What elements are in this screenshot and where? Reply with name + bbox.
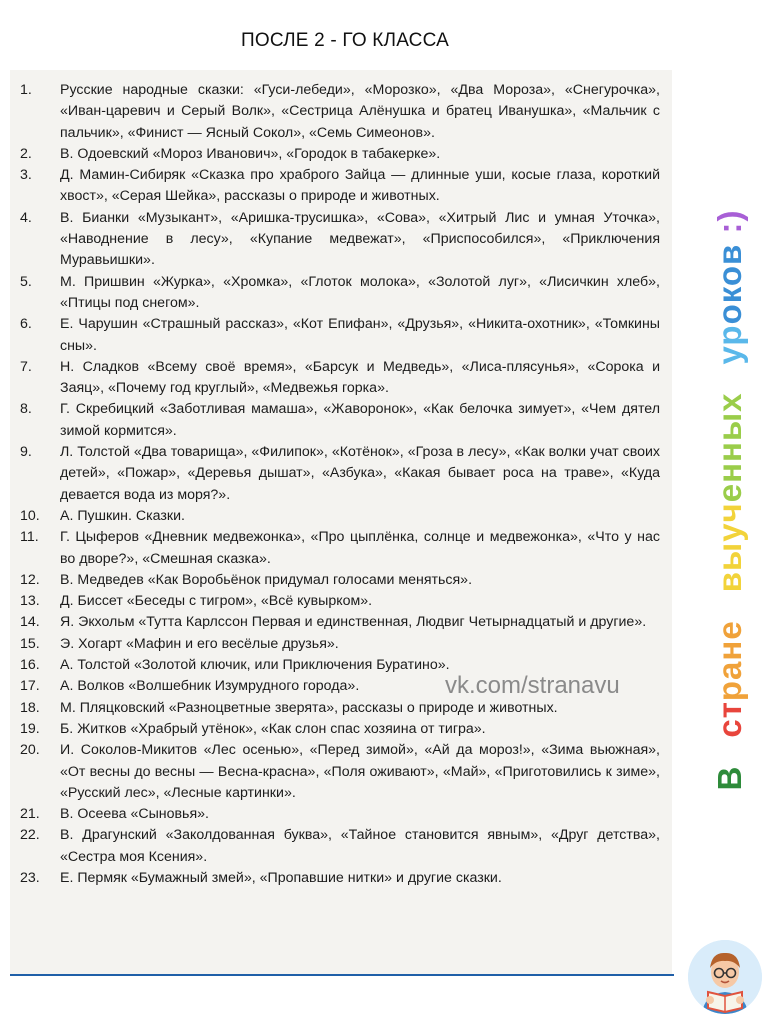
list-item [20,272,660,315]
list-item-text: В. Осеева «Сыновья». [60,806,209,823]
list-item [20,357,660,400]
list-item-number: 7. [20,358,32,375]
banner-letter: ч [711,502,748,523]
list-item-text: Г. Скребицкий «Заботливая мамаша», «Жаворонок», «Как белочка зимует», «Чем дятел зимой кормится». [60,401,660,439]
banner-letter: в [711,243,748,265]
list-item-number: 14. [20,614,40,631]
banner-letter: о [711,264,748,287]
list-item-number: 16. [20,657,40,674]
reading-child-icon [688,940,762,1014]
list-item-text: А. Пушкин. Сказки. [60,507,185,524]
side-banner-text [711,210,749,791]
banner-letter: ы [711,411,748,442]
list-item [20,804,660,825]
banner-letter: к [711,286,748,304]
list-item-number: 13. [20,593,40,610]
page-bottom-rule [10,974,674,976]
list-item-number: 12. [20,571,40,588]
list-item [20,740,660,804]
list-item-text: Е. Чарушин «Страшный рассказ», «Кот Епифан», «Друзья», «Никита-охотник», «Томкины сны». [60,316,660,354]
banner-letter: а [711,660,748,680]
banner-letter: у [711,522,748,542]
list-item-text: Н. Сладков «Всему своё время», «Барсук и Медведь», «Лиса-плясунья», «Сорока и Заяц», «Почему год круглый», «Медвежья горка». [60,358,660,397]
banner-letter: т [711,701,748,719]
banner-letter: р [711,679,748,702]
list-item-text: Г. Цыферов «Дневник медвежонка», «Про цыплёнка, солнце и медвежонка», «Что у нас во дворе?», «Смешная сказка». [60,529,660,567]
side-banner [712,100,748,900]
list-item [20,634,660,655]
banner-letter: е [711,482,748,503]
banner-letter: с [711,718,748,738]
list-item-number: 10. [20,507,40,524]
list-item-number: 1. [20,82,32,98]
list-item [20,314,660,357]
banner-letter: :) [711,209,748,244]
list-item-text: Б. Житков «Храбрый утёнок», «Как слон спас хозяина от тигра». [60,720,486,737]
banner-letter: в [711,570,748,593]
list-item [20,570,660,591]
list-item-number: 9. [20,444,32,461]
list-item-text: Л. Толстой «Два товарища», «Филипок», «Котёнок», «Гроза в лесу», «Как волки учат своих детей», «Пожар», «Деревья дышат», «Азбука», «Какая бывает роса на траве», «Куда девается вода из моря?». [60,444,660,503]
banner-letter: о [711,303,748,325]
list-item-number: 21. [20,806,40,823]
list-item-text: А. Волков «Волшебник Изумрудного города». [60,678,360,695]
banner-letter: у [711,345,748,365]
list-item [20,612,660,633]
banner-letter: х [711,392,748,412]
list-item-text: Русские народные сказки: «Гуси-лебеди», «Морозко», «Два Мороза», «Снегурочка», «Иван-царевич и Серый Волк», «Сестрица Алёнушка и братец Иванушка», «Мальчик с пальчик», «Финист — Ясный Сокол», «Семь Симеонов». [60,82,660,141]
list-item [20,698,660,719]
list-item [20,144,660,165]
list-item-text: А. Толстой «Золотой ключик, или Приключения Буратино». [60,657,450,674]
list-item [20,399,660,442]
list-item-number: 22. [20,827,40,844]
list-item-text: М. Пляцковский «Разноцветные зверята», рассказы о природе и животных. [60,699,558,716]
list-item-number: 8. [20,401,32,418]
banner-letter: ы [711,541,748,571]
list-item-number: 6. [20,316,32,333]
list-item [20,868,660,889]
list-item-number: 20. [20,742,40,759]
banner-letter: н [711,461,748,483]
banner-letter: н [711,441,748,462]
list-item [20,208,660,272]
list-item-number: 3. [20,167,32,184]
banner-letter: р [711,324,748,346]
list-item-text: М. Пришвин «Журка», «Хромка», «Глоток молока», «Золотой луг», «Лисичкин хлеб», «Птицы под снегом». [60,273,660,311]
banner-letter: е [711,620,748,640]
list-item-text: В. Одоевский «Мороз Иванович», «Городок в табакерке». [60,145,441,162]
list-item-text: В. Медведев «Как Воробьёнок придумал голосами меняться». [60,571,473,588]
list-item-number: 15. [20,635,40,652]
list-item-text: Д. Мамин-Сибиряк «Сказка про храброго Зайца — длинные уши, косые глаза, короткий хвост», «Серая Шейка», рассказы о природе и животных. [60,167,660,205]
list-item-number: 23. [20,869,40,886]
list-item [20,165,660,208]
list-item-text: Э. Хогарт «Мафин и его весёлые друзья». [60,635,339,652]
list-item [20,442,660,506]
reading-child-icon-graphic [688,940,762,1014]
list-item-text: В. Бианки «Музыкант», «Аришка-трусишка», «Сова», «Хитрый Лис и умная Уточка», «Наводнение в лесу», «Купание медвежат», «Приспособился», «Приключения Муравьишки». [60,209,660,269]
list-item [20,591,660,612]
list-item-text: В. Драгунский «Заколдованная буква», «Тайное становится явным», «Друг детства», «Сестра моя Ксения». [60,827,660,865]
list-item-number: 4. [20,209,32,226]
list-item-text: Д. Биссет «Беседы с тигром», «Всё кувырком». [60,593,373,610]
list-item-number: 18. [20,699,40,716]
list-item [20,506,660,527]
list-item-number: 5. [20,273,32,290]
page-title: ПОСЛЕ 2 - ГО КЛАССА [241,30,449,51]
watermark-text: vk.com/stranavu [445,672,620,699]
list-item [20,80,660,144]
list-item-number: 19. [20,720,40,737]
reading-list [20,80,660,889]
list-item-text: И. Соколов-Микитов «Лес осенью», «Перед зимой», «Ай да мороз!», «Зима вьюжная», «От весны до весны — Весна-красна», «Поля оживают», «Май», «Приготовились к зиме», «Русский лес», «Лесные картинки». [60,742,660,801]
list-item-text: Я. Экхольм «Тутта Карлссон Первая и единственная, Людвиг Четырнадцатый и другие». [60,614,647,631]
banner-letter: В [711,765,748,791]
list-item-text: Е. Пермяк «Бумажный змей», «Пропавшие нитки» и другие сказки. [60,869,502,886]
list-item-number: 11. [20,529,39,546]
list-item [20,825,660,868]
list-item [20,527,660,570]
list-item-number: 2. [20,145,32,162]
list-item [20,719,660,740]
list-item-number: 17. [20,678,40,695]
banner-letter: н [711,639,748,661]
